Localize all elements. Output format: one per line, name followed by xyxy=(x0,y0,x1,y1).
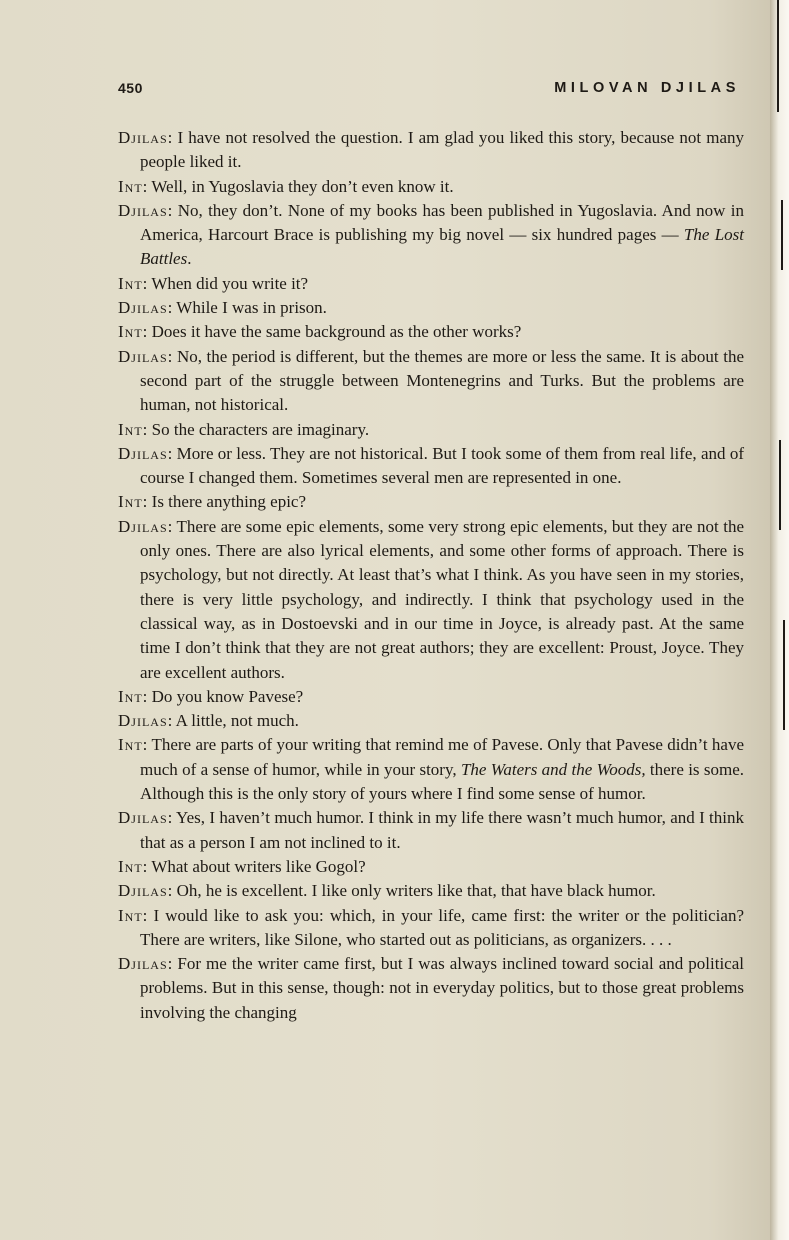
page-number: 450 xyxy=(118,80,143,96)
dialogue-text: Oh, he is excellent. I like only writers like that, that have black humor. xyxy=(176,881,656,901)
speaker-label: Int xyxy=(118,856,143,876)
dialogue-text: Does it have the same background as the other works? xyxy=(151,322,522,342)
dialogue-line: Djilas: A little, not much. xyxy=(118,711,299,731)
speaker-label: Int xyxy=(118,176,143,196)
dialogue-text: I would like to ask you: which, in your life, came first: the writer or the politician? There are writers, like Silone, who started out as politicians, as organizers. . . . xyxy=(140,905,744,949)
dialogue-line: Djilas: While I was in prison. xyxy=(118,298,327,318)
speaker-label: Djilas xyxy=(118,200,168,220)
speaker-label: Int xyxy=(118,686,143,706)
speaker-label: Djilas xyxy=(118,711,168,731)
speaker-label: Djilas xyxy=(118,298,168,318)
dialogue-line: Djilas: Oh, he is excellent. I like only writers like that, that have black humor. xyxy=(118,881,656,901)
dialogue-text: I have not resolved the question. I am glad you liked this story, because not many people liked it. xyxy=(140,128,744,172)
page-edge xyxy=(770,0,789,1240)
dialogue-text: Do you know Pavese? xyxy=(151,686,304,706)
dialogue-line: Int: When did you write it? xyxy=(118,273,309,293)
interview-text xyxy=(118,126,744,1025)
speaker-label: Djilas xyxy=(118,443,168,463)
speaker-label: Int xyxy=(118,735,143,755)
dialogue-text: No, they don’t. None of my books has been published in Yugoslavia. And now in America, Harcourt Brace is publishing my big novel — six hundred pages — xyxy=(140,200,745,245)
dialogue-text: While I was in prison. xyxy=(176,298,327,318)
speaker-label: Int xyxy=(118,419,143,439)
edge-shadow-line xyxy=(783,620,785,730)
dialogue-text: A little, not much. xyxy=(175,711,299,731)
speaker-label: Djilas xyxy=(118,808,168,828)
dialogue-text: Well, in Yugoslavia they don’t even know it. xyxy=(151,176,454,196)
dialogue-text: For me the writer came first, but I was always inclined toward social and political problems. But in this sense, though: not in everyday politics, but to those great problems involving the changing xyxy=(140,954,744,1022)
dialogue-line: Djilas: No, the period is different, but the themes are more or less the same. It is about the second part of the struggle between Montenegrins and Turks. But the problems are human, not historical. xyxy=(118,346,744,415)
dialogue-line: Int: Does it have the same background as the other works? xyxy=(118,322,522,342)
speaker-label: Int xyxy=(118,492,143,512)
dialogue-text: More or less. They are not historical. But I took some of them from real life, and of course I changed them. Sometimes several men are represented in one. xyxy=(140,443,744,488)
dialogue-text: What about writers like Gogol? xyxy=(151,856,366,876)
edge-shadow-line xyxy=(777,0,779,112)
speaker-label: Djilas xyxy=(118,881,168,901)
dialogue-line: Int: So the characters are imaginary. xyxy=(118,419,370,439)
book-title: The Lost Battles xyxy=(140,225,744,269)
dialogue-text: Yes, I haven’t much humor. I think in my life there wasn’t much humor, and I think that as a person I am not inclined to it. xyxy=(140,808,745,852)
speaker-label: Int xyxy=(118,322,143,342)
dialogue-line: Djilas: More or less. They are not historical. But I took some of them from real life, and of course I changed them. Sometimes several men are represented in one. xyxy=(118,443,744,488)
dialogue-line: Int: Well, in Yugoslavia they don’t even know it. xyxy=(118,176,454,196)
dialogue-line: Int: Do you know Pavese? xyxy=(118,686,304,706)
dialogue-line: Int: I would like to ask you: which, in your life, came first: the writer or the politician? There are writers, like Silone, who started out as politicians, as organizers. . . . xyxy=(118,905,744,949)
dialogue-line: Djilas: For me the writer came first, but I was always inclined toward social and political problems. But in this sense, though: not in everyday politics, but to those great problems involving the changing xyxy=(118,954,744,1022)
edge-shadow-line xyxy=(781,200,783,270)
dialogue-line: Djilas: No, they don’t. None of my books has been published in Yugoslavia. And now in America, Harcourt Brace is publishing my big novel — six hundred pages — The Lost Battles. xyxy=(118,200,745,269)
dialogue-line: Int: There are parts of your writing that remind me of Pavese. Only that Pavese didn’t have much of a sense of humor, while in your story, The Waters and the Woods, there is some. Although this is the only story of yours where I find some sense of humor. xyxy=(118,735,745,804)
dialogue-line: Int: Is there anything epic? xyxy=(118,492,307,512)
running-title: MILOVAN DJILAS xyxy=(554,80,740,96)
dialogue-text: When did you write it? xyxy=(151,273,309,293)
dialogue-line: Int: What about writers like Gogol? xyxy=(118,856,366,876)
dialogue-line: Djilas: I have not resolved the question. I am glad you liked this story, because not many people liked it. xyxy=(118,128,744,172)
speaker-label: Djilas xyxy=(118,516,168,536)
dialogue-text: No, the period is different, but the themes are more or less the same. It is about the second part of the struggle between Montenegrins and Turks. But the problems are human, not historical. xyxy=(140,346,744,415)
speaker-label: Djilas xyxy=(118,346,168,366)
dialogue-text: So the characters are imaginary. xyxy=(151,419,370,439)
speaker-label: Djilas xyxy=(118,128,168,147)
edge-shadow-line xyxy=(779,440,781,530)
dialogue-text: There are some epic elements, some very strong epic elements, but they are not the only ones. There are also lyrical elements, and some other forms of approach. There is psychology, but not directly. At least that’s what I think. As you have seen in my stories, there is very little psychology, and indirectly. I think that psychology used in the classical way, as in Dostoevski and in our time in Joyce, is already past. At the same time I don’t think that they are not great authors; they are excellent: Proust, Joyce. They are excellent authors. xyxy=(140,516,744,682)
dialogue-text: Is there anything epic? xyxy=(151,492,307,512)
dialogue-text: There are parts of your writing that remind me of Pavese. Only that Pavese didn’t have much of a sense of humor, while in your story, xyxy=(140,735,745,779)
story-title: The Waters and the Woods, xyxy=(460,759,646,779)
speaker-label: Djilas xyxy=(118,954,168,974)
speaker-label: Int xyxy=(118,905,143,925)
running-head xyxy=(118,80,740,100)
speaker-label: Int xyxy=(118,273,143,293)
dialogue-line: Djilas: Yes, I haven’t much humor. I think in my life there wasn’t much humor, and I think that as a person I am not inclined to it. xyxy=(118,808,745,852)
dialogue-line: Djilas: There are some epic elements, some very strong epic elements, but they are not the only ones. There are also lyrical elements, and some other forms of approach. There is psychology, but not directly. At least that’s what I think. As you have seen in my stories, there is very little psychology, and indirectly. I think that psychology used in the classical way, as in Dostoevski and in our time in Joyce, is already past. At the same time I don’t think that they are not great authors; they are excellent: Proust, Joyce. They are excellent authors. xyxy=(118,516,744,682)
